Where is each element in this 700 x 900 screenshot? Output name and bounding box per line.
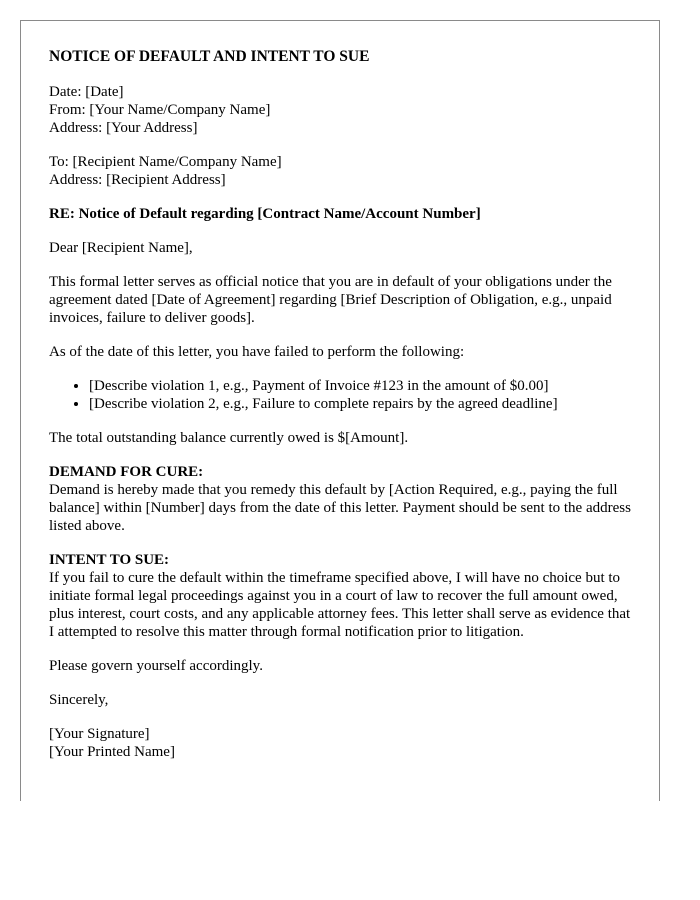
signature-block — [49, 725, 631, 761]
closing-note: Please govern yourself accordingly. — [49, 658, 263, 674]
recipient-block — [49, 153, 631, 189]
recipient-address: Address: [Recipient Address] — [49, 172, 226, 188]
list-item: • [Describe violation 2, e.g., Failure to complete repairs by the agreed deadline] — [89, 395, 631, 413]
re-line: RE: Notice of Default regarding [Contract Name/Account Number] — [49, 206, 481, 222]
demand-section — [49, 463, 631, 535]
list-item: • [Describe violation 1, e.g., Payment of Invoice #123 in the amount of $0.00] — [89, 377, 631, 395]
sender-block — [49, 83, 631, 137]
printed-name-line: [Your Printed Name] — [49, 744, 175, 760]
demand-heading: DEMAND FOR CURE: — [49, 464, 204, 480]
signature-line: [Your Signature] — [49, 726, 150, 742]
sender-date: Date: [Date] — [49, 84, 124, 100]
intent-section — [49, 551, 631, 641]
recipient-to: To: [Recipient Name/Company Name] — [49, 154, 282, 170]
sender-address: Address: [Your Address] — [49, 120, 198, 136]
letter-title: NOTICE OF DEFAULT AND INTENT TO SUE — [49, 48, 370, 65]
intro-paragraph: This formal letter serves as official notice that you are in default of your obligations under the agreement dated [Date of Agreement] regarding [Brief Description of Obligation, e.g., unpaid invoices, failure to deliver goods]. — [49, 274, 612, 326]
demand-text: Demand is hereby made that you remedy this default by [Action Required, e.g., paying the full balance] within [Number] days from the date of this letter. Payment should be sent to the address listed above. — [49, 482, 631, 534]
violations-list — [49, 377, 631, 413]
salutation: Dear [Recipient Name], — [49, 240, 193, 256]
failure-statement: As of the date of this letter, you have failed to perform the following: — [49, 344, 465, 360]
intent-heading: INTENT TO SUE: — [49, 552, 170, 568]
sender-from: From: [Your Name/Company Name] — [49, 102, 271, 118]
sign-off: Sincerely, — [49, 692, 109, 708]
intent-text: If you fail to cure the default within the timeframe specified above, I will have no choice but to initiate formal legal proceedings against you in a court of law to recover the full amount owed, plus interest, court costs, and any applicable attorney fees. This letter shall serve as evidence that I attempted to resolve this matter through formal notification prior to litigation. — [49, 570, 631, 640]
letter-page — [20, 20, 660, 801]
balance-statement: The total outstanding balance currently owed is $[Amount]. — [49, 430, 409, 446]
